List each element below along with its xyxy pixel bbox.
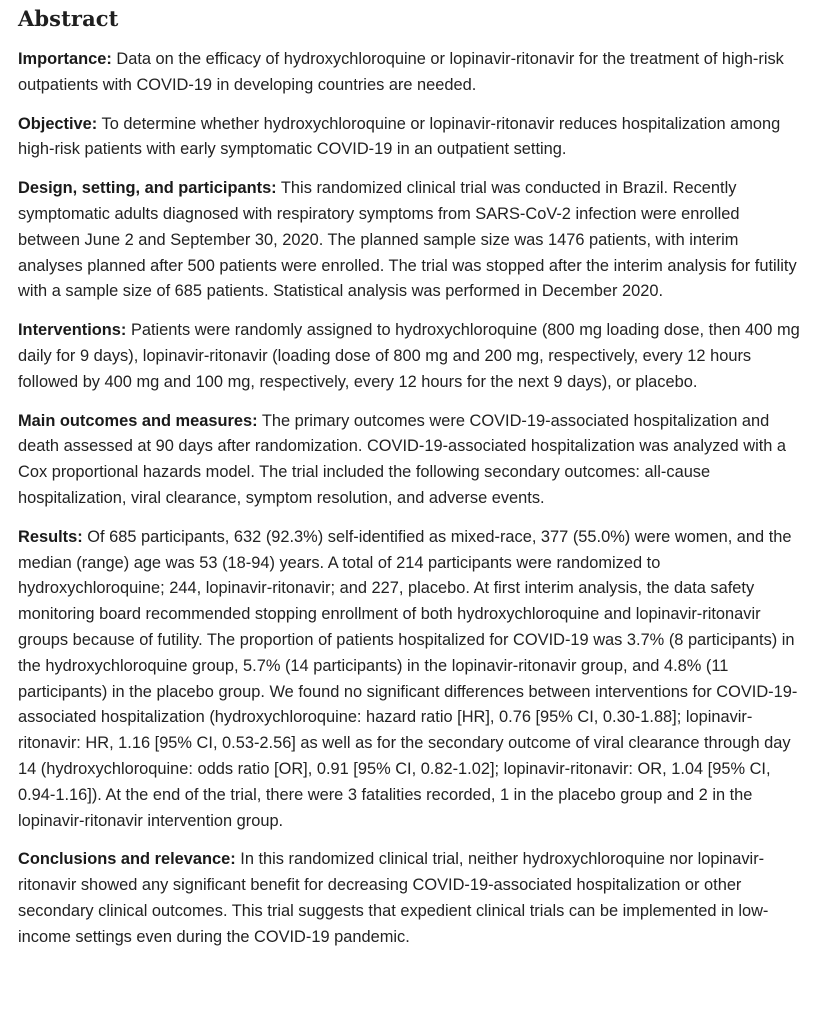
- section-text: Data on the efficacy of hydroxychloroquine or lopinavir-ritonavir for the treatment of high-risk outpatients with COVID-19 in developing countries are needed.: [18, 50, 784, 94]
- section-conclusions: [18, 847, 803, 950]
- section-label: Importance:: [18, 50, 112, 68]
- section-results: [18, 525, 803, 835]
- abstract-heading: Abstract: [18, 6, 119, 31]
- section-design-setting-participants: [18, 176, 803, 305]
- section-label: Main outcomes and measures:: [18, 411, 258, 430]
- section-text: This randomized clinical trial was conducted in Brazil. Recently symptomatic adults diagnosed with respiratory symptoms from SARS-CoV-2 infection were enrolled between June 2 and September 30, 2020. The planned sample size was 1476 patients, with interim analyses planned after 500 patients were enrolled. The trial was stopped after the interim analysis for futility with a sample size of 685 patients. Statistical analysis was performed in December 2020.: [18, 179, 797, 301]
- section-objective: [18, 112, 803, 164]
- section-text: To determine whether hydroxychloroquine or lopinavir-ritonavir reduces hospitalization among high-risk patients with early symptomatic COVID-19 in an outpatient setting.: [18, 114, 781, 159]
- section-label: Conclusions and relevance:: [18, 850, 236, 869]
- section-interventions: [18, 318, 803, 395]
- section-label: Design, setting, and participants:: [18, 179, 277, 198]
- abstract-container: [18, 4, 803, 964]
- section-label: Interventions:: [18, 321, 127, 340]
- section-text: The primary outcomes were COVID-19-associated hospitalization and death assessed at 90 days after randomization. COVID-19-associated hospitalization was analyzed with a Cox proportional hazards model. The trial included the following secondary outcomes: all-cause hospitalization, viral clearance, symptom resolution, and adverse events.: [18, 411, 787, 507]
- section-importance: [18, 47, 803, 99]
- section-label: Results:: [18, 527, 83, 546]
- section-text: Patients were randomly assigned to hydroxychloroquine (800 mg loading dose, then 400 mg daily for 9 days), lopinavir-ritonavir (loading dose of 800 mg and 200 mg, respectively, every 12 hours followed by 400 mg and 100 mg, respectively, every 12 hours for the next 9 days), or placebo.: [18, 321, 800, 391]
- section-label: Objective:: [18, 114, 98, 133]
- section-main-outcomes: [18, 409, 803, 512]
- section-text: In this randomized clinical trial, neither hydroxychloroquine nor lopinavir-ritonavir showed any significant benefit for decreasing COVID-19-associated hospitalization or other secondary clinical outcomes. This trial suggests that expedient clinical trials can be implemented in low-income settings even during the COVID-19 pandemic.: [18, 850, 769, 946]
- section-text: Of 685 participants, 632 (92.3%) self-identified as mixed-race, 377 (55.0%) were women, and the median (range) age was 53 (18-94) years. A total of 214 participants were randomized to hydroxychloroquine; 244, lopinavir-ritonavir; and 227, placebo. At first interim analysis, the data safety monitoring board recommended stopping enrollment of both hydroxychloroquine and lopinavir-ritonavir groups because of futility. The proportion of patients hospitalized for COVID-19 was 3.7% (8 participants) in the hydroxychloroquine group, 5.7% (14 participants) in the lopinavir-ritonavir group, and 4.8% (11 participants) in the placebo group. We found no significant differences between interventions for COVID-19-associated hospitalization (hydroxychloroquine: hazard ratio [HR], 0.76 [95% CI, 0.30-1.88]; lopinavir-ritonavir: HR, 1.16 [95% CI, 0.53-2.56] as well as for the secondary outcome of viral clearance through day 14 (hydroxychloroquine: odds ratio [OR], 0.91 [95% CI, 0.82-1.02]; lopinavir-ritonavir: OR, 1.04 [95% CI, 0.94-1.16]). At the end of the trial, there were 3 fatalities recorded, 1 in the placebo group and 2 in the lopinavir-ritonavir intervention group.: [18, 527, 798, 830]
